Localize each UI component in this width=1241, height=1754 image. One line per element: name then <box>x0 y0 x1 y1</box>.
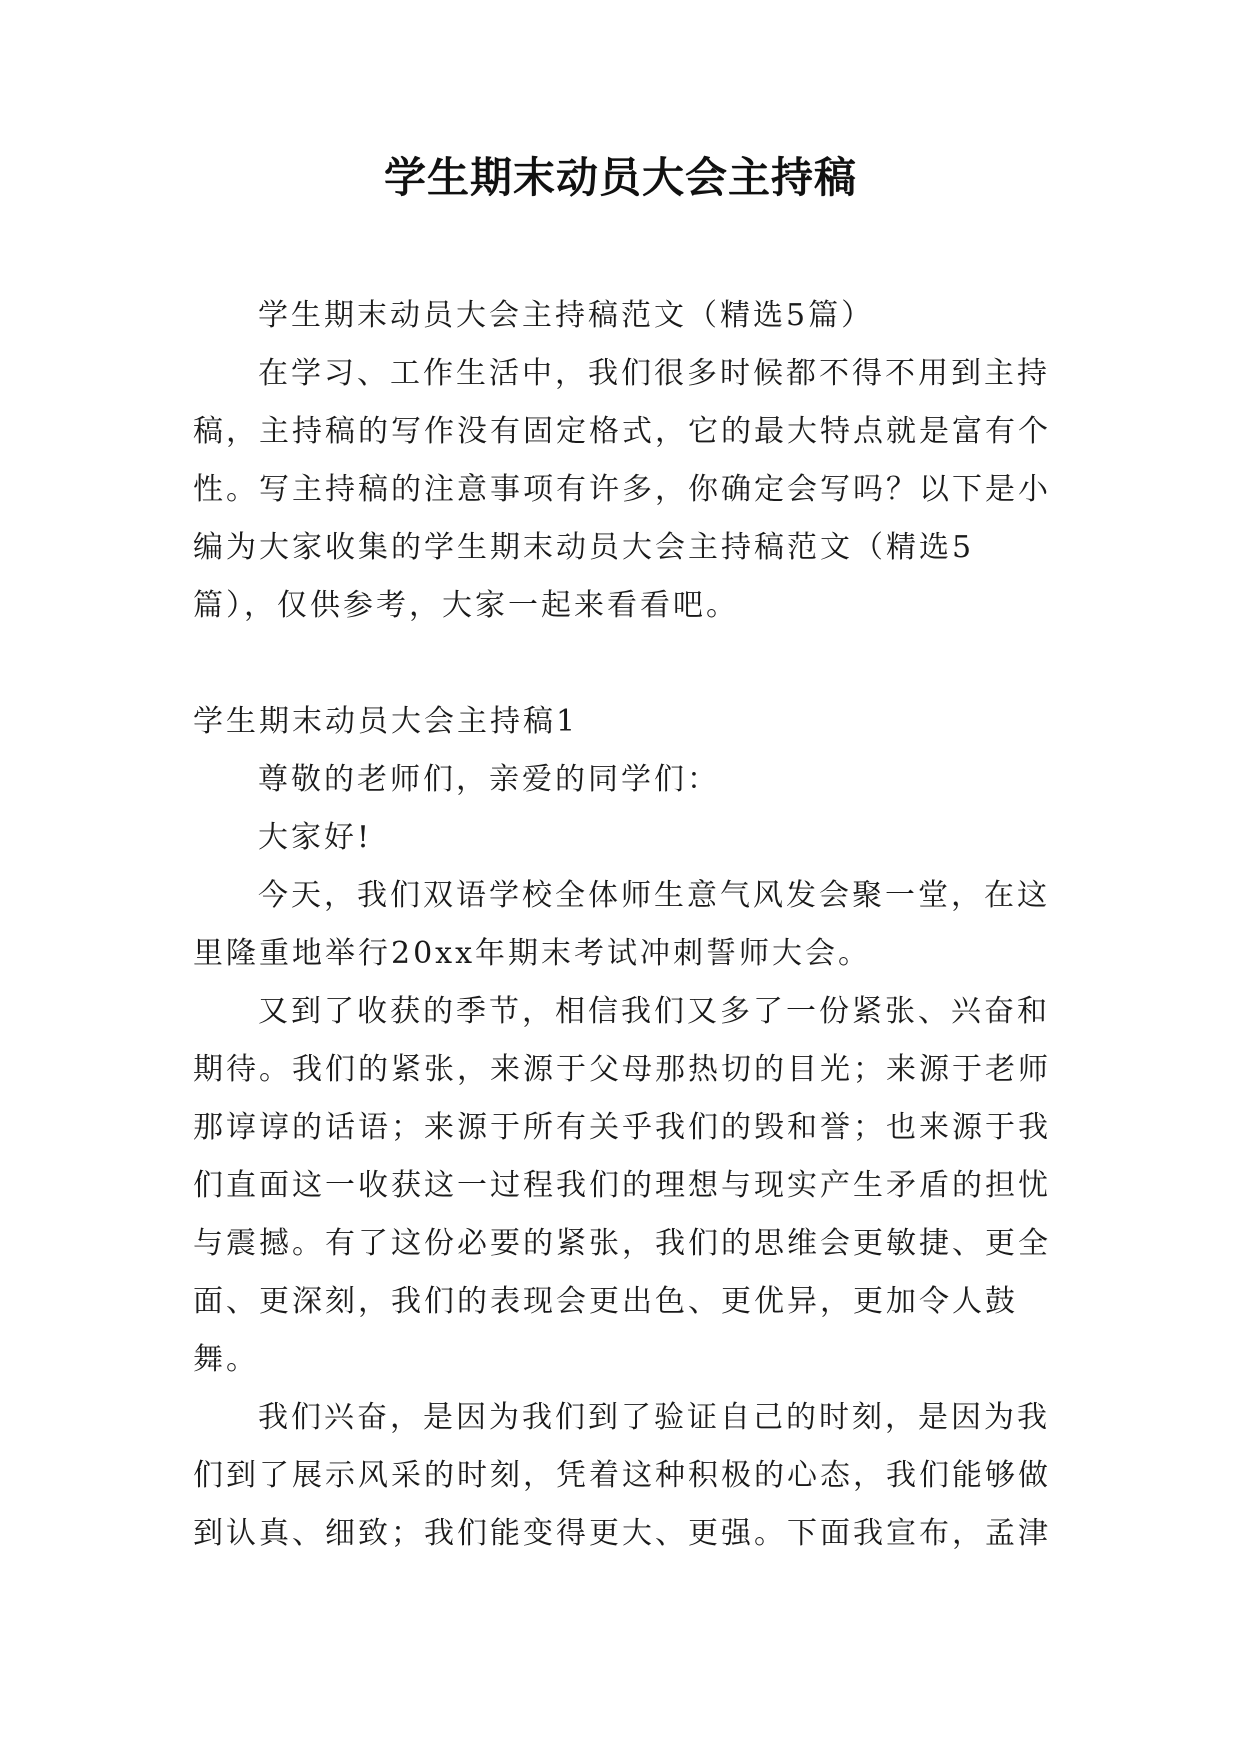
document-body <box>193 287 1055 1563</box>
section-heading: 学生期末动员大会主持稿1 <box>193 704 579 739</box>
intro-paragraph: 在学习、工作生活中，我们很多时候都不得不用到主持稿，主持稿的写作没有固定格式，它的最大特点就是富有个性。写主持稿的注意事项有许多，你确定会写吗？以下是小编为大家收集的学生期末动员大会主持稿范文（精选5篇），仅供参考，大家一起来看看吧。 <box>193 356 1051 623</box>
body-paragraph-2: 又到了收获的季节，相信我们又多了一份紧张、兴奋和期待。我们的紧张，来源于父母那热切的目光；来源于老师那谆谆的话语；来源于所有关乎我们的毁和誉；也来源于我们直面这一收获这一过程我们的理想与现实产生矛盾的担忧与震撼。有了这份必要的紧张，我们的思维会更敏捷、更全面、更深刻，我们的表现会更出色、更优异，更加令人鼓舞。 <box>193 994 1051 1377</box>
document-title: 学生期末动员大会主持稿 <box>383 153 857 202</box>
section-spacer <box>193 635 1055 693</box>
body-paragraph-1: 今天，我们双语学校全体师生意气风发会聚一堂，在这里隆重地举行20xx年期末考试冲刺誓师大会。 <box>193 878 1050 971</box>
document-subtitle: 学生期末动员大会主持稿范文（精选5篇） <box>258 298 875 333</box>
body-paragraph-3: 我们兴奋，是因为我们到了验证自己的时刻，是因为我们到了展示风采的时刻，凭着这种积极的心态，我们能够做到认真、细致；我们能变得更大、更强。下面我宣布，孟津 <box>193 1400 1051 1551</box>
salutation: 尊敬的老师们，亲爱的同学们： <box>258 762 720 797</box>
greeting: 大家好! <box>258 820 373 855</box>
